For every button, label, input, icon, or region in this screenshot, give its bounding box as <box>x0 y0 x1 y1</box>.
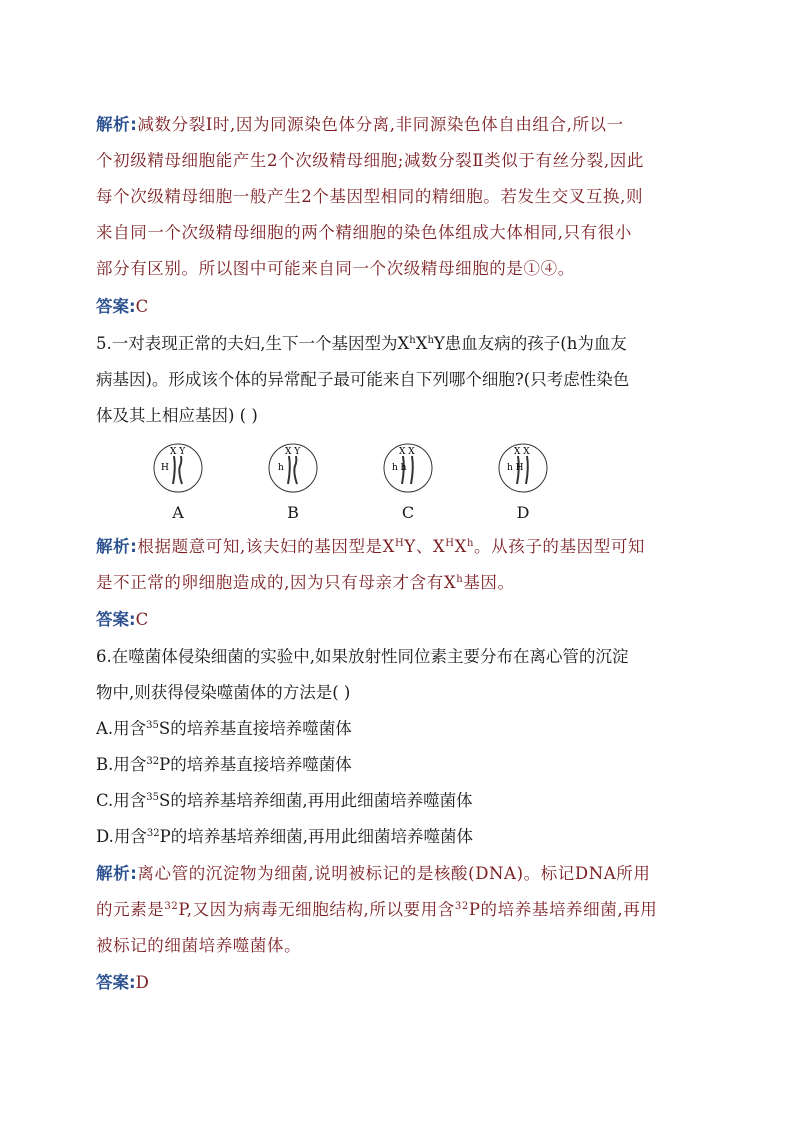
cell-a-chrom-label: X Y <box>170 447 186 457</box>
analysis-label: 解析 <box>96 537 131 556</box>
cell-b-genes: h <box>278 463 284 473</box>
analysis-sup: H <box>395 538 405 549</box>
answer-label: 答案 <box>96 297 129 316</box>
cell-c-genes: h h <box>392 463 407 473</box>
analysis-text: P的培养基培养细菌,再用 <box>468 900 658 919</box>
analysis-sup: 32 <box>454 901 469 912</box>
answer-value: C <box>135 610 149 629</box>
analysis-text: 的元素是 <box>96 900 165 919</box>
analysis-text: X <box>454 537 467 556</box>
analysis-text: P,又因为病毒无细胞结构,所以要用含 <box>178 900 455 919</box>
analysis-sup: h <box>456 574 464 585</box>
option-text: P的培养基培养细菌,再用此细菌培养噬菌体 <box>159 827 473 846</box>
analysis-sup: H <box>445 538 455 549</box>
q5-sup: h <box>409 335 416 346</box>
analysis-text: 。从孩子的基因型可知 <box>474 537 646 556</box>
option-text: B.用含 <box>96 755 147 774</box>
cell-d-genes: h H <box>507 463 524 473</box>
cell-figure-b <box>265 440 321 496</box>
q5-text: Y患血友病的孩子(h为血友 <box>433 334 627 353</box>
option-b-label: B <box>287 503 299 522</box>
answer-value: C <box>135 297 149 316</box>
answer-label: 答案 <box>96 610 129 629</box>
option-text: A.用含 <box>96 719 147 738</box>
q6-option-c <box>96 789 706 813</box>
q5-stem-line-2: 病基因)。形成该个体的异常配子最可能来自下列哪个细胞?(只考虑性染色 <box>96 370 630 389</box>
q6-analysis-line-1 <box>96 862 706 886</box>
option-c-label: C <box>401 503 415 522</box>
answer-sep: : <box>129 610 136 629</box>
analysis-sep: : <box>130 115 138 134</box>
q4-analysis-line-3: 每个次级精母细胞一般产生2个基因型相同的精细胞。若发生交叉互换,则 <box>96 187 644 206</box>
q6-answer <box>96 971 706 995</box>
q5-sup: h <box>427 335 434 346</box>
q5-text: 5.一对表现正常的夫妇,生下一个基因型为X <box>96 334 410 353</box>
analysis-sep: : <box>130 864 138 883</box>
analysis-sup: 32 <box>164 901 179 912</box>
q6-stem-line-1: 6.在噬菌体侵染细菌的实验中,如果放射性同位素主要分布在离心管的沉淀 <box>96 647 629 666</box>
q6-analysis-line-3: 被标记的细菌培养噬菌体。 <box>96 936 302 955</box>
analysis-text: Y、X <box>404 537 446 556</box>
q6-analysis-line-2 <box>96 898 706 922</box>
option-text: P的培养基直接培养噬菌体 <box>159 755 352 774</box>
cell-figure-d <box>495 440 551 496</box>
q6-option-b <box>96 753 706 777</box>
q6-option-d <box>96 825 706 849</box>
q5-stem-line-1 <box>96 332 706 356</box>
cell-a-genes: H <box>161 463 169 473</box>
answer-label: 答案 <box>96 973 129 992</box>
option-sup: 32 <box>146 756 160 767</box>
option-text: S的培养基培养细菌,再用此细菌培养噬菌体 <box>159 791 473 810</box>
cell-b-chrom-label: X Y <box>285 447 301 457</box>
q5-analysis-line-1 <box>96 535 706 559</box>
option-a-label: A <box>172 503 184 522</box>
q5-analysis-line-2 <box>96 571 706 595</box>
option-text: C.用含 <box>96 791 147 810</box>
answer-sep: : <box>129 297 136 316</box>
cell-figures <box>150 440 570 500</box>
analysis-label: 解析 <box>96 115 131 134</box>
analysis-text: 减数分裂Ⅰ时,因为同源染色体分离,非同源染色体自由组合,所以一 <box>137 115 624 134</box>
cell-figure-a <box>150 440 206 496</box>
option-sup: 35 <box>146 720 159 731</box>
option-d-label: D <box>516 503 530 522</box>
cell-figure-c <box>380 440 436 496</box>
answer-sep: : <box>129 973 136 992</box>
analysis-text: 基因。 <box>463 573 515 592</box>
option-text: S的培养基直接培养噬菌体 <box>158 719 352 738</box>
analysis-text: 是不正常的卵细胞造成的,因为只有母亲才含有X <box>96 573 457 592</box>
answer-value: D <box>135 973 150 992</box>
option-sup: 35 <box>146 792 160 803</box>
q6-stem-line-2: 物中,则获得侵染噬菌体的方法是( ) <box>96 683 351 702</box>
q4-analysis-line-1 <box>96 113 706 137</box>
q6-option-a <box>96 717 706 741</box>
q4-analysis-line-5: 部分有区别。所以图中可能来自同一个次级精母细胞的是①④。 <box>96 259 575 278</box>
q5-answer <box>96 608 706 632</box>
option-text: D.用含 <box>96 827 147 846</box>
q4-answer <box>96 295 706 319</box>
cell-c-chrom-label: X X <box>399 447 415 457</box>
analysis-label: 解析 <box>96 864 131 883</box>
q4-analysis-line-4: 来自同一个次级精母细胞的两个精细胞的染色体组成大体相同,只有很小 <box>96 223 632 242</box>
analysis-sep: : <box>130 537 138 556</box>
analysis-text: 根据题意可知,该夫妇的基因型是X <box>137 537 395 556</box>
q4-analysis-line-2: 个初级精母细胞能产生2个次级精母细胞;减数分裂Ⅱ类似于有丝分裂,因此 <box>96 151 644 170</box>
q5-stem-line-3: 体及其上相应基因) ( ) <box>96 406 258 425</box>
analysis-sup: h <box>466 538 475 549</box>
q5-text: X <box>415 334 428 353</box>
analysis-text: 离心管的沉淀物为细菌,说明被标记的是核酸(DNA)。标记DNA所用 <box>137 864 651 883</box>
cell-d-chrom-label: X X <box>514 447 530 457</box>
option-sup: 32 <box>146 828 160 839</box>
